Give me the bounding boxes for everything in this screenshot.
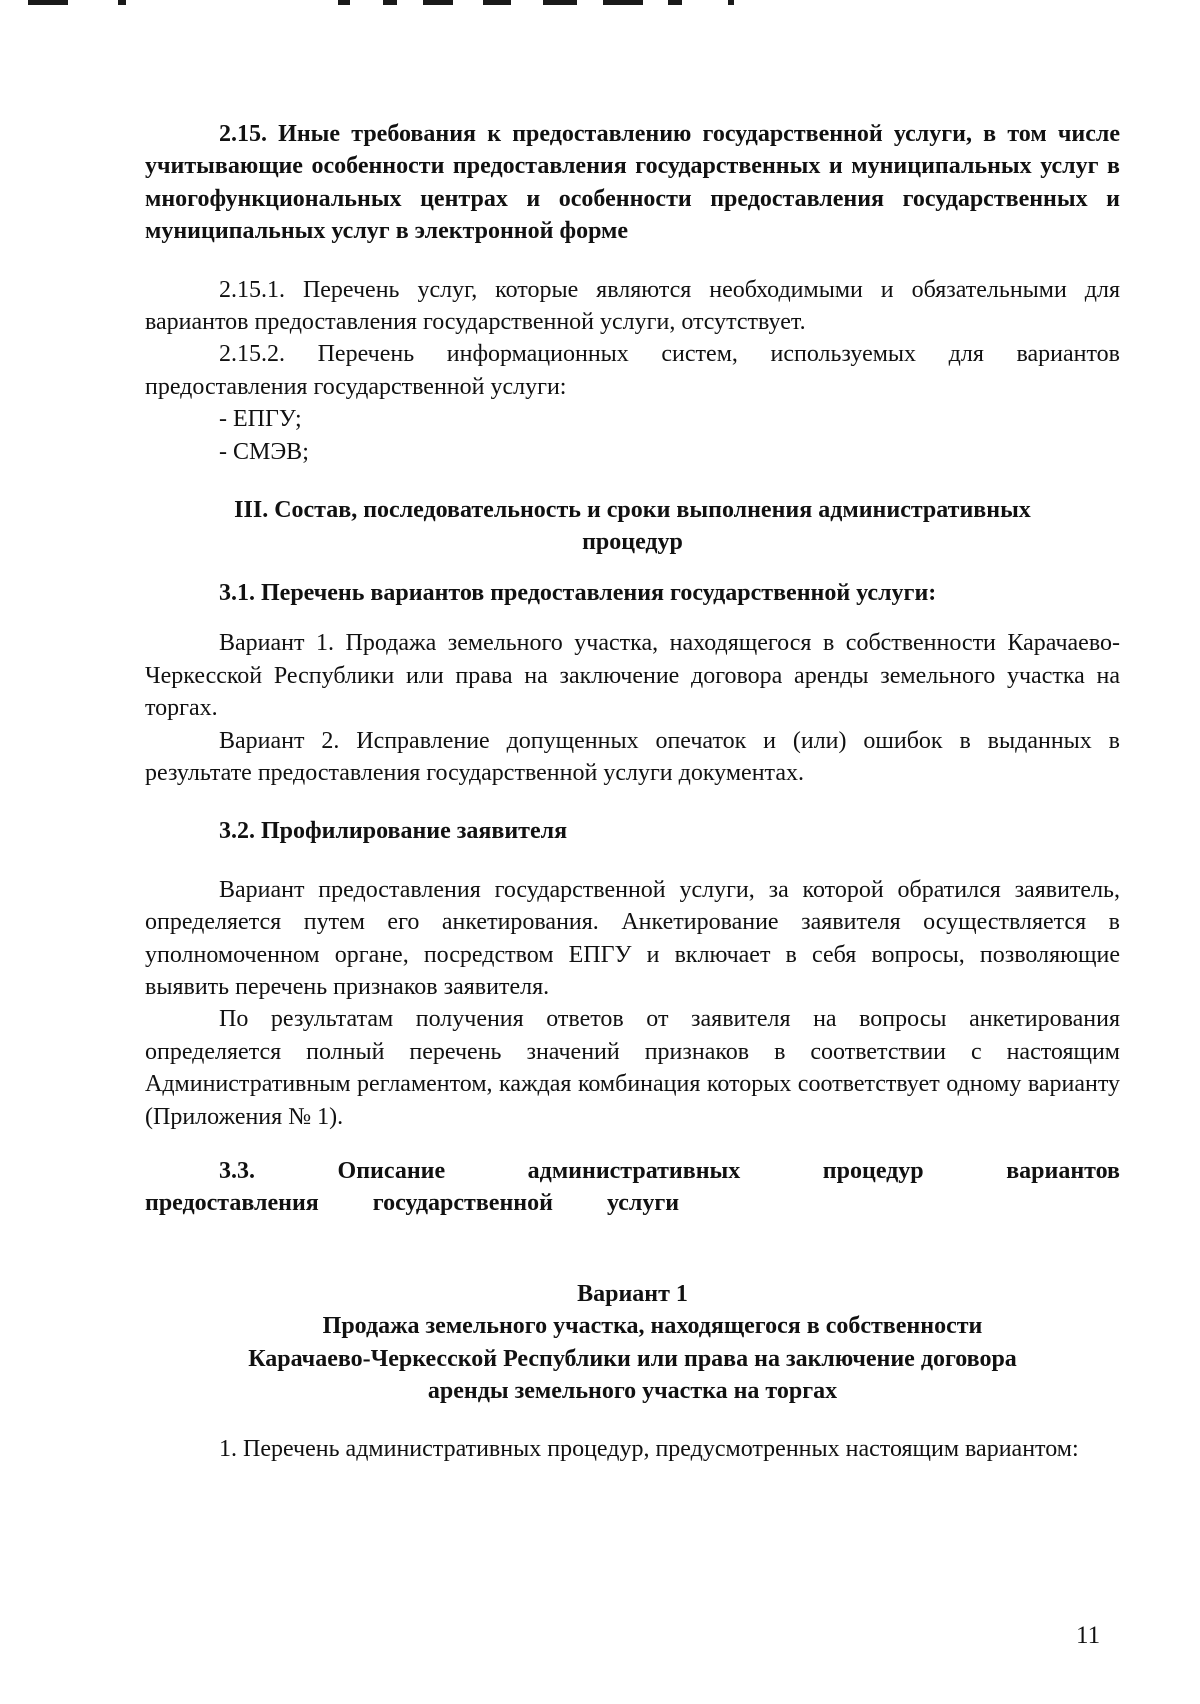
variant-block-line1: Продажа земельного участка, находящегося в собственности [322, 1313, 983, 1340]
list-item-smev: - СМЭВ; [219, 438, 309, 465]
scan-artifact [28, 0, 748, 6]
section-III-heading-line1: III. Состав, последовательность и сроки выполнения административных [234, 497, 1031, 524]
variant-block-title: Вариант 1 [577, 1280, 688, 1307]
page-number: 11 [1076, 1622, 1101, 1649]
administrative-procedures-paragraph: 1. Перечень административных процедур, предусмотренных настоящим вариантом: [219, 1436, 1079, 1463]
profiling-paragraph-2: По результатам получения ответов от заявителя на вопросы анкетирования определяется полный перечень значений признаков в соответствии с настоящим Административным регламентом, каждая комбинация которых соответствует одному варианту (Приложения № 1). [145, 1006, 1120, 1130]
section-3-3-heading: 3.3. Описание административных процедур вариантов предоставления государственной услуги [145, 1157, 1120, 1217]
variant-block-line3: аренды земельного участка на торгах [427, 1378, 838, 1404]
section-3-1-heading: 3.1. Перечень вариантов предоставления государственной услуги: [219, 579, 937, 606]
document-page [145, 118, 1120, 1466]
list-item-epgu: - ЕПГУ; [219, 406, 302, 433]
section-3-2-heading: 3.2. Профилирование заявителя [219, 818, 568, 845]
variant-2-paragraph: Вариант 2. Исправление допущенных опечаток и (или) ошибок в выданных в результате предоставления государственной услуги документах. [145, 727, 1120, 786]
variant-block-line2: Карачаево-Черкесской Республики или права на заключение договора [248, 1345, 1017, 1372]
section-2-15-heading: 2.15. Иные требования к предоставлению государственной услуги, в том числе учитывающие особенности предоставления государственных и муниципальных услуг в многофункциональных центрах и особенности предоставления государственных и муниципальных услуг в электронной форме [145, 121, 1120, 245]
profiling-paragraph-1: Вариант предоставления государственной услуги, за которой обратился заявитель, определяется путем его анкетирования. Анкетирование заявителя осуществляется в уполномоченном органе, посредством ЕПГУ и включает в себя вопросы, позволяющие выявить перечень признаков заявителя. [145, 876, 1120, 1000]
paragraph-2-15-2: 2.15.2. Перечень информационных систем, используемых для вариантов предоставления государственной услуги: [145, 341, 1120, 400]
variant-1-paragraph: Вариант 1. Продажа земельного участка, находящегося в собственности Карачаево-Черкесской Республики или права на заключение договора аренды земельного участка на торгах. [145, 630, 1120, 722]
section-III-heading-line2: процедур [582, 529, 683, 556]
paragraph-2-15-1: 2.15.1. Перечень услуг, которые являются необходимыми и обязательными для вариантов предоставления государственной услуги, отсутствует. [145, 276, 1120, 336]
